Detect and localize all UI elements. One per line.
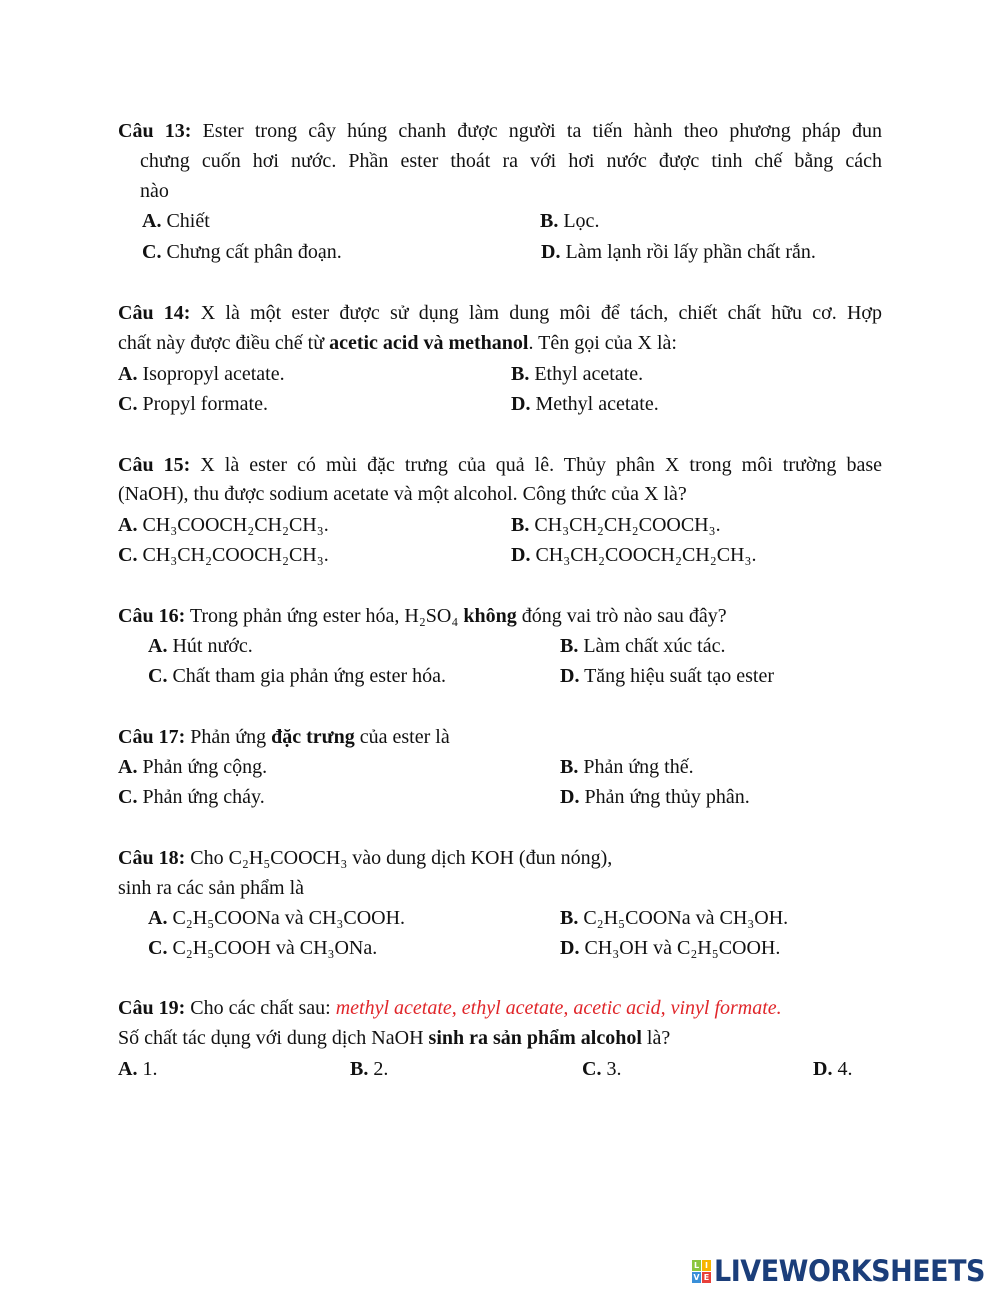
option-text: CH₃COOCH₂CH₂CH₃. [137,514,329,536]
question-text: chất này được điều chế từ [118,332,330,354]
option-text: C₂H₅COOH và CH₃ONa. [167,937,378,959]
option-key: B. [560,907,579,929]
option-13-a[interactable] [142,209,210,233]
question-text: X là một ester được sử dụng làm dung môi để tách, chiết chất hữu cơ. Hợp [190,302,882,324]
option-key: C. [148,937,168,959]
option-key: C. [148,665,168,687]
option-text: Phản ứng cộng. [137,756,268,778]
option-text: 4. [832,1058,853,1080]
logo-tiles-icon [692,1260,711,1283]
option-16-d[interactable] [560,664,774,688]
option-19-b[interactable] [350,1057,388,1081]
option-key: D. [511,544,531,566]
question-text: Cho các chất sau: [185,997,336,1019]
option-text: Propyl formate. [137,393,268,415]
question-13-line-1 [118,119,882,143]
option-text: Lọc. [558,210,600,232]
logo-text: LIVEWORKSHEETS [714,1254,986,1288]
question-13-line-3: nào [140,180,169,202]
option-15-c[interactable] [118,543,329,567]
question-14-line-2 [118,331,677,355]
option-text: CH₃CH₂CH₂COOCH₃. [529,514,721,536]
question-label: Câu 19: [118,997,186,1019]
option-key: D. [560,786,580,808]
option-17-a[interactable] [118,755,267,779]
logo-tile: E [703,1272,710,1282]
option-16-c[interactable] [148,664,446,688]
question-14-line-1 [118,301,882,325]
question-text: Phản ứng [185,726,272,748]
logo-tile: V [693,1272,700,1282]
option-key: A. [118,1058,138,1080]
option-text: Tăng hiệu suất tạo ester [579,665,775,687]
option-text: 1. [137,1058,158,1080]
option-text: Phản ứng cháy. [137,786,265,808]
question-label: Câu 17: [118,726,186,748]
question-16-line-1 [118,604,727,628]
option-15-a[interactable] [118,513,329,537]
option-14-a[interactable] [118,362,285,386]
option-key: D. [541,241,561,263]
question-17-line-1 [118,725,450,749]
option-text: CH₃CH₂COOCH₂CH₂CH₃. [530,544,757,566]
option-13-d[interactable] [541,240,816,264]
option-key: A. [148,635,168,657]
option-key: B. [350,1058,369,1080]
option-text: Methyl acetate. [530,393,659,415]
option-text: CH₃CH₂COOCH₂CH₃. [137,544,329,566]
question-19-line-1 [118,996,782,1020]
option-17-c[interactable] [118,785,265,809]
option-key: B. [511,514,530,536]
question-15-line-1 [118,453,882,477]
option-text: CH₃OH và C₂H₅COOH. [579,937,781,959]
option-18-c[interactable] [148,936,377,960]
option-key: C. [118,393,138,415]
question-emphasis: không [463,605,517,627]
option-key: B. [560,756,579,778]
option-19-a[interactable] [118,1057,157,1081]
question-label: Câu 18: [118,847,186,869]
question-label: Câu 15: [118,454,191,476]
option-key: A. [142,210,162,232]
option-17-b[interactable] [560,755,694,779]
option-text: Chất tham gia phản ứng ester hóa. [167,665,446,687]
question-13-line-2: chưng cuốn hơi nước. Phần ester thoát ra với hơi nước được tinh chế bằng cách [140,150,882,172]
option-key: C. [118,786,138,808]
question-label: Câu 16: [118,605,186,627]
option-15-b[interactable] [511,513,721,537]
option-text: 2. [368,1058,389,1080]
option-text: Làm chất xúc tác. [578,635,726,657]
question-text: Ester trong cây húng chanh được người ta tiến hành theo phương pháp đun [191,120,882,142]
liveworksheets-logo [692,1254,1000,1288]
question-text: Trong phản ứng ester hóa, H₂SO₄ [185,605,464,627]
question-text: là? [641,1027,671,1049]
question-text: Số chất tác dụng với dung dịch NaOH [118,1027,429,1049]
option-text: Isopropyl acetate. [137,363,285,385]
option-text: Ethyl acetate. [529,363,644,385]
option-key: D. [813,1058,833,1080]
option-19-d[interactable] [813,1057,852,1081]
option-key: A. [118,756,138,778]
option-text: C₂H₅COONa và CH₃OH. [578,907,789,929]
option-text: Phản ứng thủy phân. [579,786,750,808]
option-16-b[interactable] [560,634,726,658]
option-key: C. [118,544,138,566]
option-key: B. [560,635,579,657]
option-key: A. [118,514,138,536]
option-14-d[interactable] [511,392,659,416]
option-text: C₂H₅COONa và CH₃COOH. [167,907,406,929]
logo-tile: I [702,1260,711,1271]
option-key: D. [560,665,580,687]
option-17-d[interactable] [560,785,750,809]
option-15-d[interactable] [511,543,756,567]
question-emphasis: acetic acid và methanol [329,332,529,354]
question-emphasis: đặc trưng [271,726,355,748]
option-19-c[interactable] [582,1057,621,1081]
option-13-c[interactable] [142,240,342,264]
question-text: X là ester có mùi đặc trưng của quả lê. Thủy phân X trong môi trường base [190,454,882,476]
question-text: đóng vai trò nào sau đây? [516,605,727,627]
option-16-a[interactable] [148,634,253,658]
question-label: Câu 14: [118,302,191,324]
option-18-a[interactable] [148,906,405,930]
option-18-b[interactable] [560,906,788,930]
logo-tile: L [693,1260,700,1270]
question-18-line-2: sinh ra các sản phẩm là [118,877,305,899]
option-key: C. [582,1058,602,1080]
question-15-line-2: (NaOH), thu được sodium acetate và một alcohol. Công thức của X là? [118,483,687,505]
option-key: C. [142,241,162,263]
question-18-line-1 [118,846,612,870]
option-key: D. [560,937,580,959]
question-19-line-2 [118,1026,670,1050]
question-text: . Tên gọi của X là: [528,332,677,354]
option-text: Làm lạnh rồi lấy phần chất rắn. [560,241,816,263]
option-text: 3. [601,1058,622,1080]
option-text: Chiết [161,210,210,232]
question-text: Cho C₂H₅COOCH₃ vào dung dịch KOH (đun nóng), [185,847,613,869]
substance-list: methyl acetate, ethyl acetate, acetic acid, vinyl formate. [335,997,782,1019]
question-label: Câu 13: [118,120,192,142]
option-key: B. [540,210,559,232]
option-key: A. [118,363,138,385]
option-text: Phản ứng thế. [578,756,694,778]
option-13-b[interactable] [540,209,599,233]
option-14-b[interactable] [511,362,643,386]
option-key: D. [511,393,531,415]
option-key: A. [148,907,168,929]
option-14-c[interactable] [118,392,268,416]
question-emphasis: sinh ra sản phẩm alcohol [428,1027,642,1049]
question-text: của ester là [354,726,450,748]
option-18-d[interactable] [560,936,780,960]
option-text: Chưng cất phân đoạn. [161,241,342,263]
option-key: B. [511,363,530,385]
option-text: Hút nước. [167,635,253,657]
